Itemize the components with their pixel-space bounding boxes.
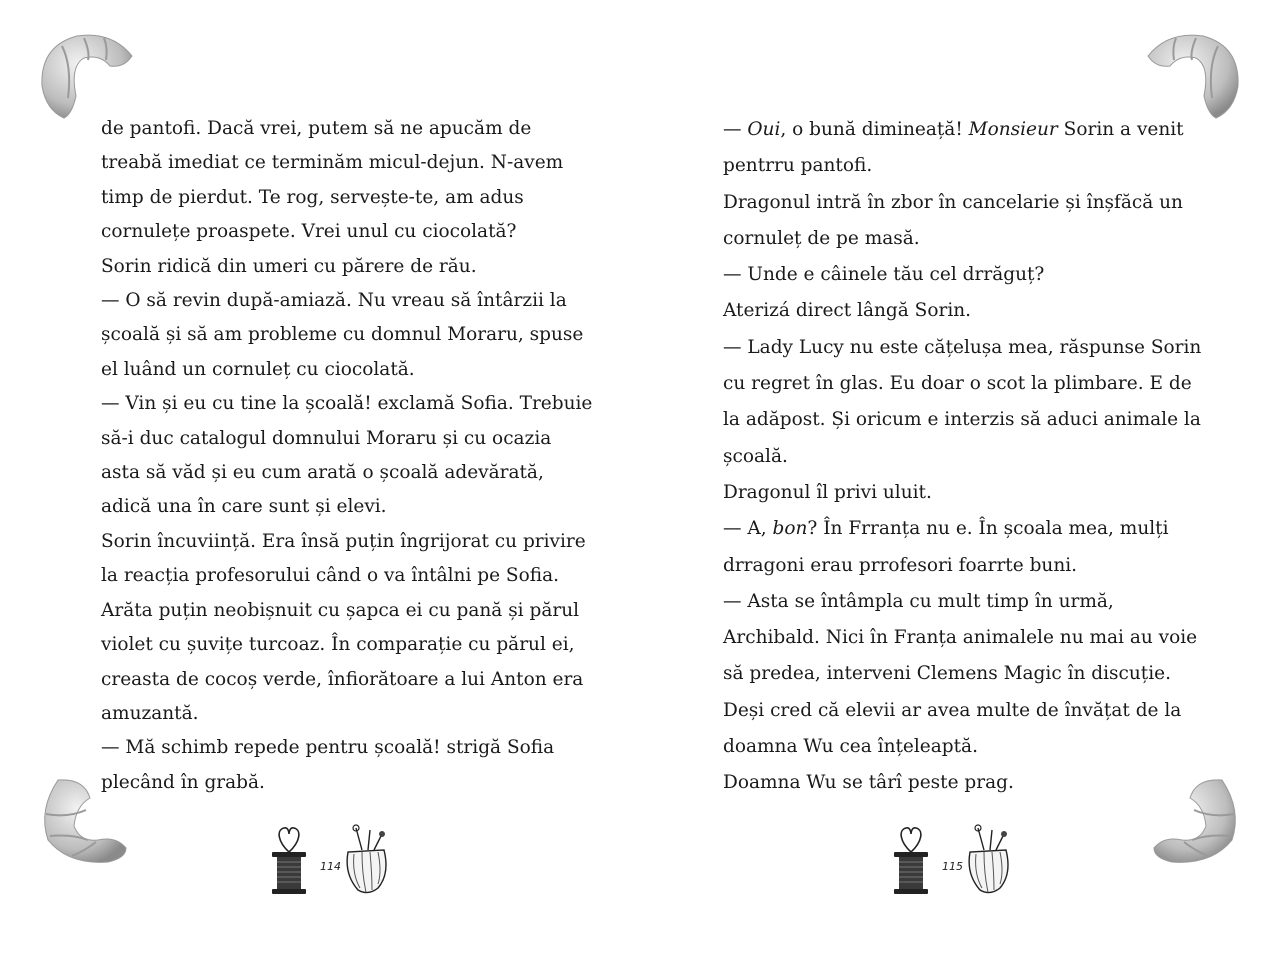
text-line: să predea, interveni Clemens Magic în discuție. [723, 663, 1171, 685]
text-line: — Asta se întâmpla cu mult timp în urmă, [723, 590, 1114, 612]
text-run: — A, [723, 518, 773, 540]
text-line: — Vin și eu cu tine la școală! exclamă Sofia. Trebuie [101, 393, 593, 415]
text-line: de pantofi. Dacă vrei, putem să ne apucăm de [101, 118, 532, 139]
text-line: plecând în grabă. [101, 771, 265, 793]
italic-word: Oui [747, 119, 781, 140]
text-line: Aterizá direct lângă Sorin. [723, 300, 972, 322]
text-line: școală și să am probleme cu domnul Moraru, spuse [101, 324, 584, 346]
text-line: Dragonul îl privi uluit. [723, 481, 932, 503]
text-line: drragoni erau prrofesori foarrte buni. [723, 554, 1078, 576]
page-number: 114 [320, 860, 341, 873]
text-line: — Unde e câinele tău cel drrăguț? [723, 264, 1045, 286]
right-page [640, 0, 1280, 959]
right-page-text [723, 112, 1202, 802]
thread-spool-icon [890, 822, 932, 897]
page-footer [890, 822, 1040, 902]
croissant-icon [1138, 26, 1248, 126]
pincushion-icon [340, 824, 392, 896]
text-line: el luând un cornuleț cu ciocolată. [101, 358, 415, 380]
text-line: să-i duc catalogul domnului Moraru și cu ocazia [101, 427, 552, 449]
page-footer [268, 822, 418, 902]
text-line: la reacția profesorului când o va întâlni pe Sofia. [101, 565, 559, 587]
text-line: — Lady Lucy nu este cățelușa mea, răspunse Sorin [723, 336, 1202, 358]
text-line: cornulețe proaspete. Vrei unul cu ciocolată? [101, 221, 517, 243]
page-number: 115 [942, 860, 963, 873]
text-line: doamna Wu cea înțeleaptă. [723, 736, 978, 758]
left-page-text [101, 112, 593, 800]
text-line: Sorin ridică din umeri cu părere de rău. [101, 255, 477, 277]
text-run: — [723, 119, 748, 140]
pincushion-icon [962, 824, 1014, 896]
text-line: la adăpost. Și oricum e interzis să aduci animale la [723, 409, 1201, 431]
text-line: cu regret în glas. Eu doar o scot la plimbare. E de [723, 373, 1192, 395]
text-line: creasta de cocoș verde, înfiorătoare a lui Anton era [101, 668, 584, 690]
text-line: treabă imediat ce terminăm micul-dejun. N-avem [101, 152, 564, 174]
text-run: ? În Frranța nu e. În școala mea, mulți [807, 518, 1169, 540]
text-line: timp de pierdut. Te rog, servește-te, am adus [101, 186, 524, 208]
text-line [723, 511, 1193, 547]
text-line: amuzantă. [101, 702, 199, 724]
text-line: Doamna Wu se târî peste prag. [723, 772, 1014, 794]
italic-word: bon [772, 518, 808, 540]
text-run: Sorin a venit [1057, 119, 1184, 140]
thread-spool-icon [268, 822, 310, 897]
text-line: adică una în care sunt și elevi. [101, 496, 387, 518]
text-line: Archibald. Nici în Franța animalele nu mai au voie [723, 627, 1198, 649]
text-line: școală. [723, 445, 788, 467]
text-line: Deși cred că elevii ar avea multe de învățat de la [723, 699, 1182, 721]
text-line: Arăta puțin neobișnuit cu șapca ei cu pană și părul [101, 599, 580, 621]
text-line: Dragonul intră în zbor în cancelarie și înșfăcă un [723, 191, 1183, 213]
text-line: asta să văd și eu cum arată o școală adevărată, [101, 462, 544, 484]
text-line [723, 112, 1193, 148]
text-line: violet cu șuvițe turcoaz. În comparație cu părul ei, [101, 634, 575, 656]
text-line: — O să revin după-amiază. Nu vreau să întârzii la [101, 290, 567, 312]
text-line: Sorin încuviință. Era însă puțin îngrijorat cu privire [101, 530, 586, 552]
text-line: — Mă schimb repede pentru școală! strigă Sofia [101, 737, 555, 759]
text-line: cornuleț de pe masă. [723, 227, 920, 249]
text-run: , o bună dimineață! [780, 119, 969, 140]
text-line: pentrru pantofi. [723, 155, 873, 177]
croissant-icon [32, 26, 142, 126]
italic-word: Monsieur [968, 119, 1058, 140]
